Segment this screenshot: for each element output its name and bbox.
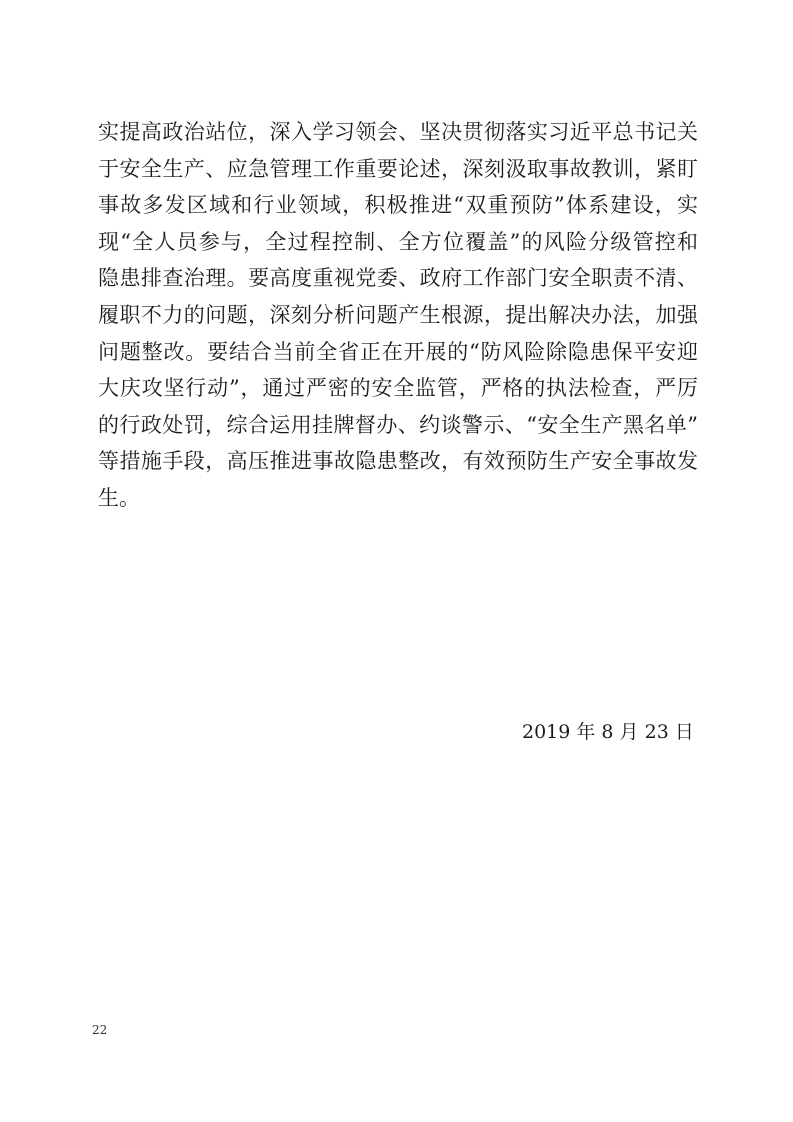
paragraph-line: 实提高政治站位，深入学习领会、坚决贯彻落实习近平总书记关 xyxy=(98,120,698,144)
document-date: 2019 年 8 月 23 日 xyxy=(522,721,694,743)
page-number: 22 xyxy=(92,1023,108,1037)
paragraph-line: 大庆攻坚行动”，通过严密的安全监管，严格的执法检查，严厉 xyxy=(98,376,698,401)
paragraph-line: 履职不力的问题，深刻分析问题产生根源，提出解决办法，加强 xyxy=(98,302,698,327)
paragraph-line: 事故多发区域和行业领域，积极推进“双重预防”体系建设，实 xyxy=(98,193,698,218)
paragraph-line: 隐患排查治理。要高度重视党委、政府工作部门安全职责不清、 xyxy=(98,266,698,291)
paragraph-line: 生。 xyxy=(98,485,140,510)
paragraph-line: 问题整改。要结合当前全省正在开展的“防风险除隐患保平安迎 xyxy=(98,339,698,364)
paragraph-line: 等措施手段，高压推进事故隐患整改，有效预防生产安全事故发 xyxy=(98,449,698,474)
paragraph-line: 的行政处罚，综合运用挂牌督办、约谈警示、“安全生产黑名单” xyxy=(98,412,698,437)
body-paragraph xyxy=(98,114,698,517)
paragraph-line: 于安全生产、应急管理工作重要论述，深刻汲取事故教训，紧盯 xyxy=(98,156,698,181)
paragraph-line: 现“全人员参与，全过程控制、全方位覆盖”的风险分级管控和 xyxy=(98,229,698,254)
